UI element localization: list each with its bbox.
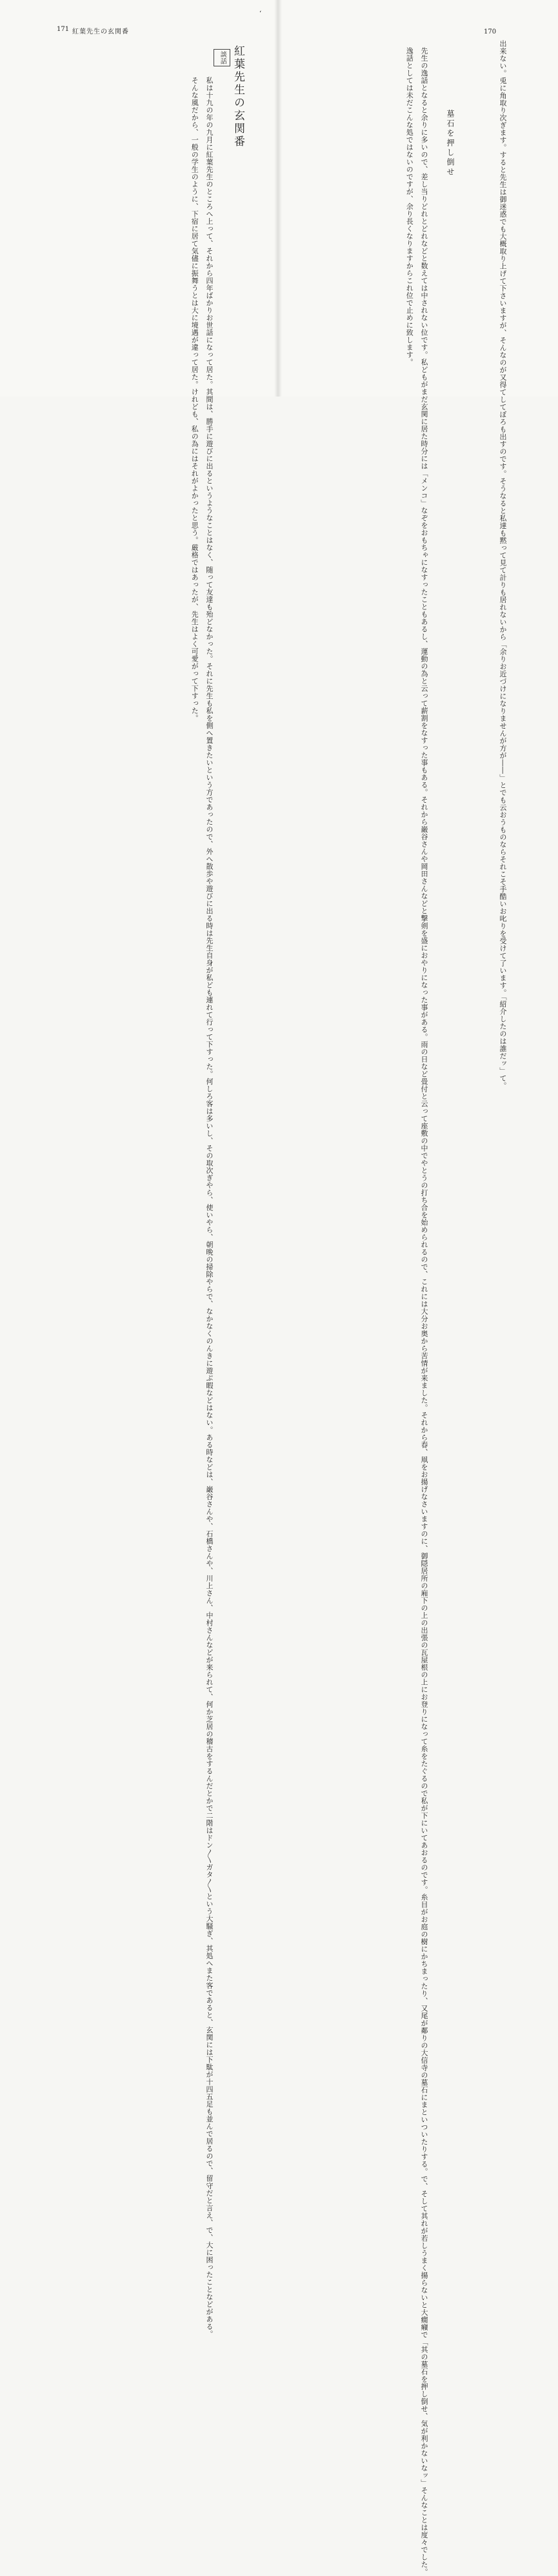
section-heading: [445, 110, 456, 177]
right-page-intro: 出来ない。兎に角取り次ぎます。すると先生は御迷惑でも大概取り上げて下さいますが、そんなのが又得てしてぼろも出すのです。そうなると私達も黙って見て計りも居れないから「余りお近づけになりませんが方が――」とでも云おうものならそれこそ手酷いお叱りを受けて了います。「紹介したのは誰だッ」て。: [499, 40, 507, 1090]
right-page-number: 170: [484, 28, 497, 35]
left-paragraph-1: 私は十九の年の九月に紅葉先生のところへ上って、それから四年ばかりお世話になって居た。其間は、勝手に遊びに出るというようなことはなく、随って友達も殆どなかった。それに先生も私を側へ置きたいという方であったので、外へ散歩や遊びに出る時は先生自身が私ども連れて行って下すった。何しろ客は多いし、その取次ぎやら、使いやら、朝晩の掃除やらで、なかなくのんきに遊ぶ暇などはない。ある時などは、巌谷さんや、石橋さんや、川上さん、中村さんなどが来られて、何か芝居の稽古をするんだとかで二階はドン〳〵ガタ〳〵という大騒ぎ、其処へまた客であると、玄関には下駄が十四五足も並んで居るので、留守だと言え、で、大に困ったことなどがある。: [205, 77, 214, 2338]
left-running-header: 紅葉先生の玄関番: [72, 28, 129, 35]
left-page-number: 171: [57, 26, 70, 33]
section-title: 墓石を押し倒せ: [446, 110, 455, 177]
essay-title-block: [213, 45, 245, 316]
left-page-body: [52, 70, 216, 2338]
book-gutter: [274, 0, 282, 397]
left-paragraph-2: そんな風だから、一般の学生のように、下宿に居て気儘に振舞うとは大に境遇が違って居た。けれども、私の為にはそれがよかったと思う。厳格ではあったが、先生はよく可愛がって下すった。: [190, 77, 199, 722]
right-paragraph-1: 先生の逸話となると余りに多いので、差し当りどれとどれなどと数えては中されない位です。私どもがまだ玄関に居た時分には「メンコ」なぞをおもちゃになすったこともあるし、運動の為と云って薪割をなすった事もある。それから巌谷さんや岡田さんなどと撃剣を盛におやりになった事がある。雨の日など畳付と云って座敷の中でやとうの打ち合を始められるので、これには大分お奥から苦情が来ました。それから春、凧をお揚げなさいますのに、御隠居所の廂下の上の出張の瓦屋根の上にお登りになって糸をたぐるので私が下にいてあおるのです。糸目がお庭の樹にかちまったり、又尾が鄰りの大信寺の墓石にまといついたりする。で、そして其れが若しうまく揚らないと大癇癪で「其の墓石を押し倒せ、気が利かないなッ」そんなことは度々でした。: [420, 47, 428, 2576]
right-paragraph-2: 逸話としては未だこんな処ではないのですが、余り長くなりますからこれ位で止めに致します。: [405, 47, 414, 366]
right-page-body: [289, 40, 431, 2576]
essay-title: 紅葉先生の玄関番: [232, 45, 244, 148]
essay-title-note: 談話: [214, 49, 231, 66]
scan-mark: ʻ: [259, 10, 262, 17]
